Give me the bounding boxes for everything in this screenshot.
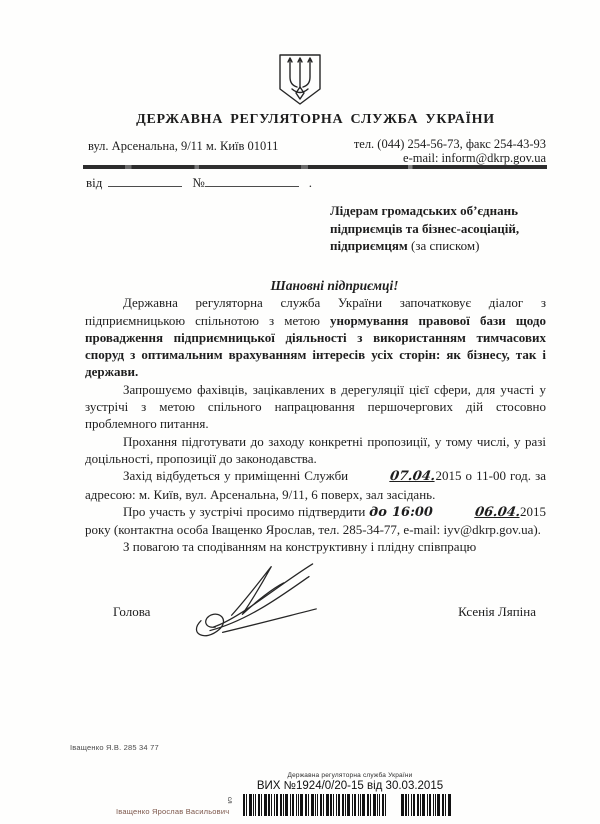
stamp-side-label: сл (226, 797, 232, 804)
recipient-line3-bold: підприємцям (330, 238, 408, 253)
paragraph-3: Прохання підготувати до заходу конкретні пропозиції, у тому числі, у разі доцільності, пропозиції до законодавства. (85, 433, 546, 466)
recipient-line: Лідерам громадських об’єднань (330, 203, 518, 218)
executor-full-name: Іващенко Ярослав Васильович (116, 807, 230, 816)
handwritten-deadline-date: 06.04. (473, 504, 522, 520)
from-label: від (86, 175, 103, 190)
org-email: e-mail: inform@dkrp.gov.ua (403, 151, 546, 165)
paragraph-2: Запрошуємо фахівців, зацікавлених в дерегуляції цієї сфери, для участі у зустрічі з метою спільного напрацювання першочергових дій стосовно проблемного питання. (85, 381, 546, 432)
salutation: Шановні підприємці! (270, 278, 399, 293)
paragraph-5-post: 2015 року (контактна особа Іващенко Ярослав, тел. 285-34-77, e-mail: iyv@dkrp.gov.ua). (85, 503, 547, 538)
signer-name: Ксенія Ляпіна (458, 604, 536, 619)
org-title: ДЕРЖАВНА РЕГУЛЯТОРНА СЛУЖБА УКРАЇНИ (136, 112, 495, 127)
paragraph-4-post: 2015 о 11-00 год. за адресою: м. Київ, вул. Арсенальна, 9/11, 6 поверх, зал засідань. (85, 468, 546, 502)
paragraph-1-normal: Державна регуляторна служба України започатковує діалог з підприємницькою спільнотою з метою (85, 295, 546, 328)
signer-position: Голова (113, 604, 151, 619)
recipient-block (330, 202, 548, 255)
reference-line (86, 174, 312, 191)
org-phone-email (354, 137, 546, 165)
paragraph-4-pre: Захід відбудеться у приміщенні Служби (123, 468, 353, 484)
paragraph-1-bold: унормування правової бази щодо провадження підприємницької діяльності з використанням тимчасових споруд з оптимальним врахуванням інтересів усіх сторін: як бізнесу, так і держави. (85, 312, 546, 380)
header-divider (83, 165, 547, 169)
reference-line-tail: . (308, 175, 313, 190)
org-phone: тел. (044) 254-56-73, факс 254-43-93 (353, 137, 546, 151)
paragraph-1 (85, 294, 546, 380)
stamp-outgoing-number: ВИХ №1924/0/20-15 від 30.03.2015 (256, 780, 444, 792)
handwritten-deadline-time: до 16:00 (369, 504, 433, 520)
handwritten-signature (183, 556, 318, 652)
barcode-wrap (226, 794, 469, 816)
recipient-line3-normal: (за списком) (407, 238, 480, 253)
paragraph-4 (85, 467, 546, 503)
executor-note: Іващенко Я.В. 285 34 77 (70, 743, 159, 752)
closing-line: З повагою та сподіванням на конструктивну і плідну співпрацю (123, 539, 477, 555)
paragraph-5-pre: Про участь у зустрічі просимо підтвердити (123, 503, 370, 519)
handwritten-event-date: 07.04. (389, 469, 437, 485)
date-blank (108, 174, 182, 187)
paragraph-5 (85, 503, 546, 539)
ukraine-trident-emblem-icon (277, 53, 323, 106)
trident-shield-graphic (277, 53, 323, 106)
signature-graphic (183, 556, 318, 652)
org-address: вул. Арсенальна, 9/11 м. Київ 01011 (88, 139, 279, 153)
number-label: № (192, 175, 205, 190)
stamp-org-name: Державна регуляторна служба України (287, 772, 413, 779)
number-blank (205, 174, 299, 187)
recipient-line: підприємців та бізнес-асоціацій, (330, 220, 520, 236)
barcode (243, 794, 469, 816)
recipient-line (330, 237, 548, 255)
letter-body (85, 277, 546, 556)
registration-stamp (226, 772, 469, 816)
